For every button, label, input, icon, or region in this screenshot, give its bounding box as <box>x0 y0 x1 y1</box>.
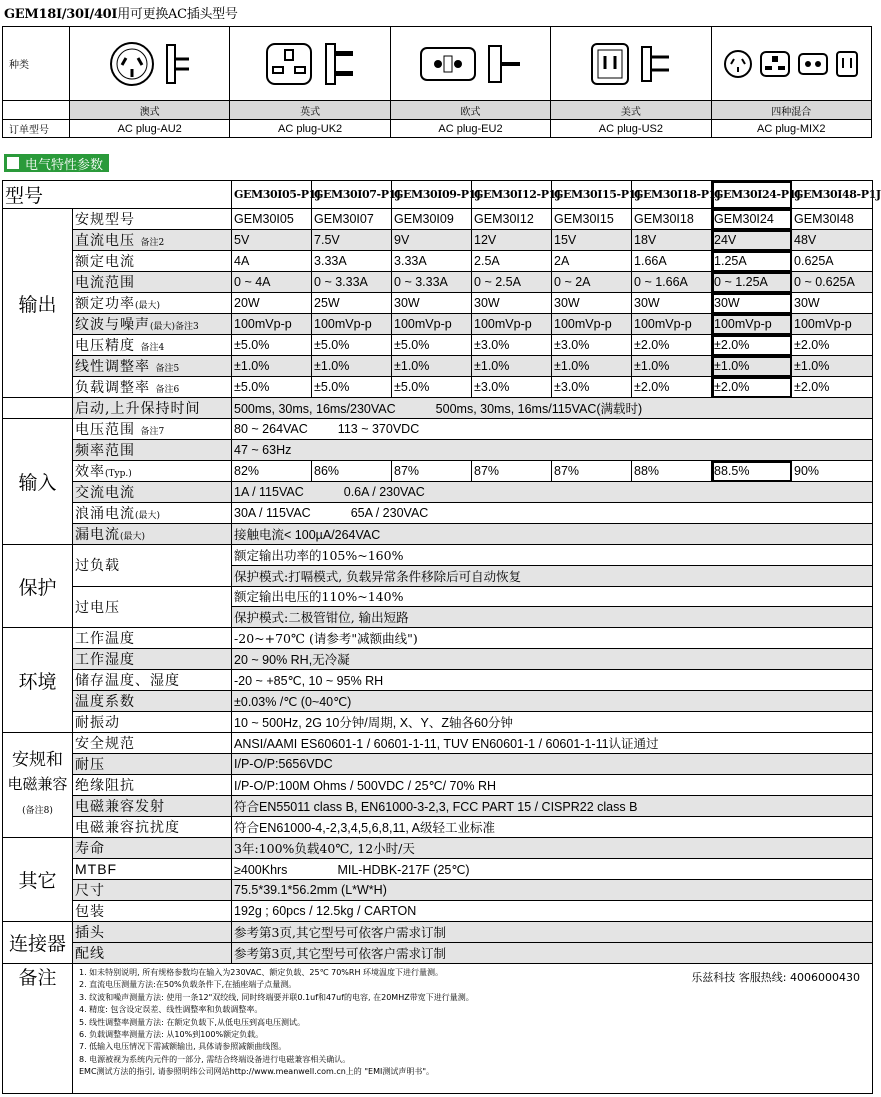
model-name: GEM30I12-P1J <box>472 181 552 209</box>
cell: ±3.0% <box>472 335 552 356</box>
row-label: 过电压 <box>73 586 232 628</box>
cell: 100mVp-p <box>632 314 712 335</box>
row-label: 工作温度 <box>73 628 232 649</box>
cell: 100mVp-p <box>232 314 312 335</box>
cell: GEM30I07 <box>312 209 392 230</box>
cell: ±2.0% <box>712 335 792 356</box>
row-label: 额定电流 <box>73 251 232 272</box>
cell: ±1.0% <box>792 356 873 377</box>
cell: ±3.0% <box>472 377 552 398</box>
cell: 额定输出功率的105%~160% <box>232 545 873 566</box>
cell: 2A <box>552 251 632 272</box>
cell: I/P-O/P:5656VDC <box>232 754 873 775</box>
cell: GEM30I24 <box>712 209 792 230</box>
row-label: 温度系数 <box>73 691 232 712</box>
row-label: 启动,上升保持时间 <box>73 398 232 419</box>
row-label: 纹波与噪声(最大)备注3 <box>73 314 232 335</box>
cell: 25W <box>312 293 392 314</box>
mix-plug-icon <box>723 49 753 79</box>
cell: -20~+70℃ (请参考"减额曲线") <box>232 628 873 649</box>
model-name: GEM30I18-P1J <box>632 181 712 209</box>
row-label: 电压范围 备注7 <box>73 419 232 440</box>
row-label: MTBF <box>73 859 232 880</box>
cell: 87% <box>472 461 552 482</box>
cell: 2.5A <box>472 251 552 272</box>
row-label: 储存温度、湿度 <box>73 670 232 691</box>
cell: 86% <box>312 461 392 482</box>
cell: 24V <box>712 230 792 251</box>
cell: 75.5*39.1*56.2mm (L*W*H) <box>232 879 873 900</box>
model-name: GEM30I24-P1J <box>712 181 792 209</box>
cell: 30W <box>472 293 552 314</box>
cell: ±2.0% <box>632 335 712 356</box>
cell: 100mVp-p <box>392 314 472 335</box>
plug-name: 澳式 <box>70 101 230 120</box>
cell: 0 ~ 3.33A <box>312 272 392 293</box>
cell: 20 ~ 90% RH,无冷凝 <box>232 649 873 670</box>
group-input: 输入 <box>3 419 73 545</box>
cell: GEM30I18 <box>632 209 712 230</box>
cell: ANSI/AAMI ES60601-1 / 60601-1-11, TUV EN60601-1 / 60601-1-11认证通过 <box>232 733 873 754</box>
group-remarks: 备注 <box>3 963 73 1093</box>
eu-plug-icon <box>418 42 478 86</box>
cell: 0 ~ 4A <box>232 272 312 293</box>
row-label: 交流电流 <box>73 482 232 503</box>
model-name: GEM30I07-P1J <box>312 181 392 209</box>
cell: 30W <box>552 293 632 314</box>
plug-name: 四种混合 <box>711 101 871 120</box>
cell: ±2.0% <box>712 377 792 398</box>
cell: 参考第3页,其它型号可依客户需求订制 <box>232 942 873 963</box>
row-label: 包装 <box>73 900 232 921</box>
cell: 80 ~ 264VAC 113 ~ 370VDC <box>232 419 873 440</box>
cell: 接触电流< 100µA/264VAC <box>232 524 873 545</box>
plug-code: AC plug-MIX2 <box>711 120 871 138</box>
plug-name: 欧式 <box>390 101 550 120</box>
cell: 3.33A <box>392 251 472 272</box>
row-label: 电磁兼容发射 <box>73 796 232 817</box>
cell: ±3.0% <box>552 335 632 356</box>
cell: 0 ~ 0.625A <box>792 272 873 293</box>
cell: GEM30I12 <box>472 209 552 230</box>
cell: 87% <box>392 461 472 482</box>
cell: 30W <box>792 293 873 314</box>
cell: 0.625A <box>792 251 873 272</box>
cell: I/P-O/P:100M Ohms / 500VDC / 25℃/ 70% RH <box>232 775 873 796</box>
cell: 100mVp-p <box>712 314 792 335</box>
group-output: 输出 <box>3 209 73 398</box>
cell: ±2.0% <box>792 377 873 398</box>
plug-name: 美式 <box>551 101 711 120</box>
row-label: 电流范围 <box>73 272 232 293</box>
us-plug-icon <box>589 41 631 87</box>
cell: -20 ~ +85℃, 10 ~ 95% RH <box>232 670 873 691</box>
cell: 100mVp-p <box>552 314 632 335</box>
note-line: 3. 纹波和噪声测量方法: 使用一条12"双绞线, 同时终端要并联0.1uf和47uf的电容, 在20MHZ带宽下进行量测。 <box>79 992 474 1002</box>
row-label: 安规型号 <box>73 209 232 230</box>
cell: 30A / 115VAC 65A / 230VAC <box>232 503 873 524</box>
cell: 30W <box>392 293 472 314</box>
plug-eu-pic <box>390 27 550 101</box>
cell: 符合EN55011 class B, EN61000-3-2,3, FCC PART 15 / CISPR22 class B <box>232 796 873 817</box>
document-title <box>4 3 238 22</box>
row-label: 电压精度 备注4 <box>73 335 232 356</box>
plug-code: AC plug-US2 <box>551 120 711 138</box>
row-label: 安全规范 <box>73 733 232 754</box>
cell: ±5.0% <box>392 377 472 398</box>
plug-uk-pic <box>230 27 390 101</box>
row-label: 尺寸 <box>73 879 232 900</box>
cell: GEM30I15 <box>552 209 632 230</box>
cell: 48V <box>792 230 873 251</box>
cell: 18V <box>632 230 712 251</box>
cell: ±5.0% <box>312 377 392 398</box>
cell: 参考第3页,其它型号可依客户需求订制 <box>232 921 873 942</box>
order-code-label: 订单型号 <box>3 120 70 138</box>
plug-table <box>2 26 872 138</box>
note-line: 8. 电源被视为系统内元件的一部分, 需结合终端设备进行电磁兼容相关确认。 <box>79 1054 351 1064</box>
cell: ±1.0% <box>392 356 472 377</box>
cell: 4A <box>232 251 312 272</box>
note-line: 6. 负载调整率测量方法: 从10%到100%额定负载。 <box>79 1030 264 1040</box>
cell: 100mVp-p <box>792 314 873 335</box>
title-model: GEM18I/30I/40I <box>4 7 118 22</box>
cell: 9V <box>392 230 472 251</box>
cell: ±0.03% /℃ (0~40℃) <box>232 691 873 712</box>
cell: 3.33A <box>312 251 392 272</box>
spec-table <box>2 180 881 1094</box>
row-label: 工作湿度 <box>73 649 232 670</box>
model-name: GEM30I05-P1J <box>232 181 312 209</box>
cell: 0 ~ 3.33A <box>392 272 472 293</box>
cell: GEM30I48 <box>792 209 873 230</box>
row-label: 配线 <box>73 942 232 963</box>
cell: ±1.0% <box>232 356 312 377</box>
note-line: 5. 线性调整率测量方法: 在额定负载下,从低电压到高电压测试。 <box>79 1017 305 1027</box>
note-line: 4. 精度: 包含设定误差、线性调整率和负载调整率。 <box>79 1005 263 1015</box>
row-label: 绝缘阻抗 <box>73 775 232 796</box>
note-line: 1. 如未特别说明, 所有规格参数均在输入为230VAC、额定负载、25℃ 70%RH 环境温度下进行量测。 <box>79 967 444 977</box>
cell: ±5.0% <box>232 377 312 398</box>
cell: 47 ~ 63Hz <box>232 440 873 461</box>
row-label: 频率范围 <box>73 440 232 461</box>
cell: 0 ~ 2.5A <box>472 272 552 293</box>
section-title: 电气特性参数 <box>25 157 104 173</box>
cell: ±5.0% <box>232 335 312 356</box>
row-label: 过负载 <box>73 545 232 587</box>
cell: 100mVp-p <box>472 314 552 335</box>
note-line: EMC测试方法的指引, 请参照明纬公司网站http://www.meanwell.com.cn上的 "EMI测试声明书"。 <box>79 1067 435 1077</box>
row-label: 效率(Typ.) <box>73 461 232 482</box>
cell: 5V <box>232 230 312 251</box>
row-label: 直流电压 备注2 <box>73 230 232 251</box>
cell: GEM30I05 <box>232 209 312 230</box>
cell: ±3.0% <box>552 377 632 398</box>
cell: ±1.0% <box>472 356 552 377</box>
cell: 30W <box>632 293 712 314</box>
row-label: 漏电流(最大) <box>73 524 232 545</box>
note-line: 7. 低输入电压情况下需减额输出, 具体请参照减额曲线图。 <box>79 1042 287 1052</box>
cell: 90% <box>792 461 873 482</box>
cell: 192g ; 60pcs / 12.5kg / CARTON <box>232 900 873 921</box>
plug-us-pic <box>551 27 711 101</box>
plug-code: AC plug-EU2 <box>390 120 550 138</box>
plug-code: AC plug-UK2 <box>230 120 390 138</box>
plug-name: 英式 <box>230 101 390 120</box>
cell: 符合EN61000-4,-2,3,4,5,6,8,11, A级轻工业标准 <box>232 817 873 838</box>
group-other: 其它 <box>3 838 73 922</box>
model-name: GEM30I48-P1J <box>792 181 873 209</box>
cell: 20W <box>232 293 312 314</box>
plug-au-pic <box>70 27 230 101</box>
cell: 15V <box>552 230 632 251</box>
cell: 500ms, 30ms, 16ms/230VAC 500ms, 30ms, 16ms/115VAC(满载时) <box>232 398 873 419</box>
cell: 87% <box>552 461 632 482</box>
cell: 7.5V <box>312 230 392 251</box>
cell: 0 ~ 2A <box>552 272 632 293</box>
cell: GEM30I09 <box>392 209 472 230</box>
service-hotline: 乐兹科技 客服热线: 4006000430 <box>691 971 860 984</box>
cell: 3年:100%负载40℃, 12小时/天 <box>232 838 873 859</box>
cell: ±5.0% <box>392 335 472 356</box>
row-label: 耐振动 <box>73 712 232 733</box>
cell: ±1.0% <box>312 356 392 377</box>
plug-code: AC plug-AU2 <box>70 120 230 138</box>
cell: 0 ~ 1.25A <box>712 272 792 293</box>
plug-type-label: 种类 <box>3 27 70 101</box>
uk-plug-icon <box>264 41 314 87</box>
cell: 1.25A <box>712 251 792 272</box>
cell: ±2.0% <box>632 377 712 398</box>
row-label: 耐压 <box>73 754 232 775</box>
cell: 额定输出电压的110%~140% <box>232 586 873 607</box>
group-env: 环境 <box>3 628 73 733</box>
cell: ≥400Khrs MIL-HDBK-217F (25℃) <box>232 859 873 880</box>
cell: 100mVp-p <box>312 314 392 335</box>
model-name: GEM30I09-P1J <box>392 181 472 209</box>
note-line: 2. 直流电压测量方法:在50%负载条件下,在插座端子点量测。 <box>79 980 297 990</box>
au-plug-icon <box>109 39 155 89</box>
title-text: 用可更换AC插头型号 <box>117 7 238 22</box>
cell: 12V <box>472 230 552 251</box>
section-header <box>4 154 109 172</box>
row-label: 额定功率(最大) <box>73 293 232 314</box>
cell: 1A / 115VAC 0.6A / 230VAC <box>232 482 873 503</box>
row-label: 寿命 <box>73 838 232 859</box>
cell: 82% <box>232 461 312 482</box>
row-label: 插头 <box>73 921 232 942</box>
row-label: 电磁兼容抗扰度 <box>73 817 232 838</box>
cell: ±1.0% <box>632 356 712 377</box>
cell: 88.5% <box>712 461 792 482</box>
cell: 0 ~ 1.66A <box>632 272 712 293</box>
row-label: 浪涌电流(最大) <box>73 503 232 524</box>
cell: 保护模式:打嗝模式, 负载异常条件移除后可自动恢复 <box>232 565 873 586</box>
cell: ±5.0% <box>312 335 392 356</box>
group-protect: 保护 <box>3 545 73 628</box>
plug-mix-pic <box>711 27 871 101</box>
cell: 88% <box>632 461 712 482</box>
cell: ±2.0% <box>792 335 873 356</box>
cell: 1.66A <box>632 251 712 272</box>
row-label: 负载调整率 备注6 <box>73 377 232 398</box>
cell: 10 ~ 500Hz, 2G 10分钟/周期, X、Y、Z轴各60分钟 <box>232 712 873 733</box>
cell: ±1.0% <box>712 356 792 377</box>
cell: ±1.0% <box>552 356 632 377</box>
square-icon <box>7 157 19 169</box>
model-name: GEM30I15-P1J <box>552 181 632 209</box>
group-safety: 安规和 电磁兼容 (备注8) <box>3 733 73 838</box>
cell: 30W <box>712 293 792 314</box>
cell: 保护模式:二极管钳位, 输出短路 <box>232 607 873 628</box>
model-label: 型号 <box>3 181 232 209</box>
row-label: 线性调整率 备注5 <box>73 356 232 377</box>
group-connector: 连接器 <box>3 921 73 963</box>
